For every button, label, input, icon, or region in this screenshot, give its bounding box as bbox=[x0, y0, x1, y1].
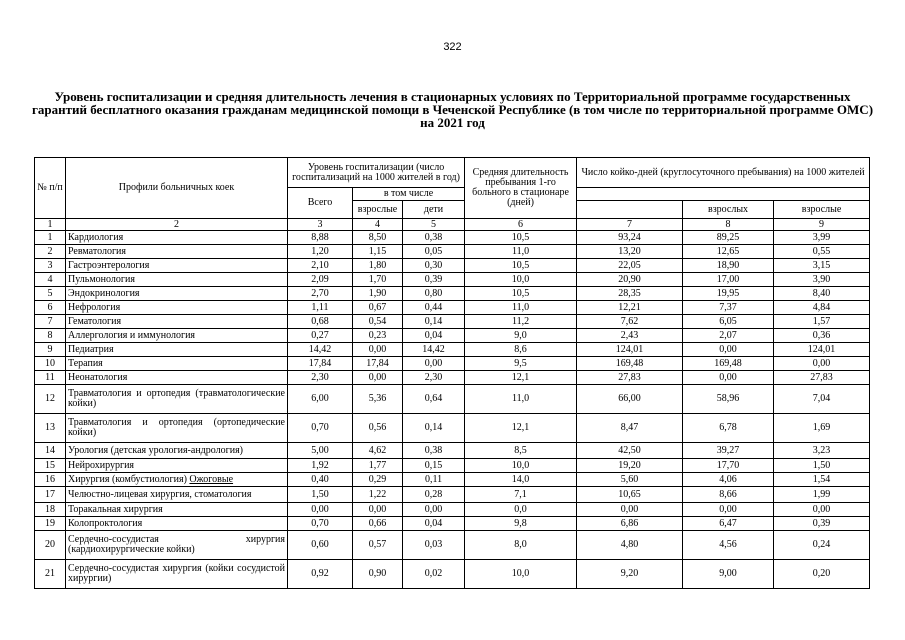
row-number: 3 bbox=[35, 259, 66, 273]
bed-days-total: 10,65 bbox=[577, 487, 683, 503]
bed-days-children: 3,23 bbox=[774, 443, 870, 459]
hosp-children: 0,30 bbox=[403, 259, 465, 273]
table-row bbox=[35, 443, 870, 459]
document-title: Уровень госпитализации и средняя длительность лечения в стационарных условиях по Территориальной программе государственных гарантий бесплатного оказания гражданам медицинской помощи в Чеченской Республике (в том числе по территориальной программе ОМС) на 2021 год bbox=[31, 89, 874, 130]
bed-days-total: 93,24 bbox=[577, 231, 683, 245]
bed-days-total: 0,00 bbox=[577, 503, 683, 517]
bed-days-total: 2,43 bbox=[577, 329, 683, 343]
profile-name: Нефрология bbox=[66, 301, 288, 315]
bed-days-adults: 169,48 bbox=[683, 357, 774, 371]
table-row bbox=[35, 487, 870, 503]
bed-days-total: 124,01 bbox=[577, 343, 683, 357]
bed-days-adults: 7,37 bbox=[683, 301, 774, 315]
hosp-adults: 1,80 bbox=[353, 259, 403, 273]
table-row bbox=[35, 517, 870, 531]
profile-name: Ревматология bbox=[66, 245, 288, 259]
table-row bbox=[35, 287, 870, 301]
hosp-adults: 1,90 bbox=[353, 287, 403, 301]
column-index: 7 bbox=[577, 219, 683, 231]
bed-days-total: 9,20 bbox=[577, 560, 683, 589]
bed-days-adults: 0,00 bbox=[683, 371, 774, 385]
bed-days-children: 8,40 bbox=[774, 287, 870, 301]
row-number: 2 bbox=[35, 245, 66, 259]
column-index: 8 bbox=[683, 219, 774, 231]
hosp-adults: 0,23 bbox=[353, 329, 403, 343]
bed-days-adults: 8,66 bbox=[683, 487, 774, 503]
bed-days-total: 6,86 bbox=[577, 517, 683, 531]
hosp-adults: 0,67 bbox=[353, 301, 403, 315]
row-number: 17 bbox=[35, 487, 66, 503]
hosp-total: 2,30 bbox=[288, 371, 353, 385]
hosp-adults: 5,36 bbox=[353, 385, 403, 414]
hosp-total: 6,00 bbox=[288, 385, 353, 414]
bed-days-total: 22,05 bbox=[577, 259, 683, 273]
bed-days-adults: 17,00 bbox=[683, 273, 774, 287]
hosp-adults: 0,56 bbox=[353, 414, 403, 443]
bed-days-children: 0,36 bbox=[774, 329, 870, 343]
hosp-total: 1,92 bbox=[288, 459, 353, 473]
hosp-children: 0,00 bbox=[403, 357, 465, 371]
hosp-children: 0,14 bbox=[403, 414, 465, 443]
avg-duration: 10,5 bbox=[465, 231, 577, 245]
hosp-adults: 1,77 bbox=[353, 459, 403, 473]
bed-days-total: 66,00 bbox=[577, 385, 683, 414]
hosp-children: 0,14 bbox=[403, 315, 465, 329]
avg-duration: 11,0 bbox=[465, 385, 577, 414]
hosp-children: 0,39 bbox=[403, 273, 465, 287]
bed-days-children: 7,04 bbox=[774, 385, 870, 414]
column-index: 1 bbox=[35, 219, 66, 231]
hosp-children: 0,04 bbox=[403, 329, 465, 343]
bed-days-children: 0,39 bbox=[774, 517, 870, 531]
hosp-children: 0,80 bbox=[403, 287, 465, 301]
bed-days-children: 4,84 bbox=[774, 301, 870, 315]
bed-days-total: 42,50 bbox=[577, 443, 683, 459]
profile-name: Сердечно-сосудистая хирургия (койки сосудистой хирургии) bbox=[66, 560, 288, 589]
hosp-children: 0,64 bbox=[403, 385, 465, 414]
header-bd-total-blank bbox=[577, 201, 683, 219]
profile-name: Сердечно-сосудистая хирургия (кардиохирургические койки) bbox=[66, 531, 288, 560]
header-adults: взрослые bbox=[353, 201, 403, 219]
row-number: 12 bbox=[35, 385, 66, 414]
row-number: 20 bbox=[35, 531, 66, 560]
avg-duration: 10,5 bbox=[465, 259, 577, 273]
hosp-total: 17,84 bbox=[288, 357, 353, 371]
bed-days-children: 0,00 bbox=[774, 357, 870, 371]
row-number: 5 bbox=[35, 287, 66, 301]
bed-days-children: 124,01 bbox=[774, 343, 870, 357]
hosp-adults: 4,62 bbox=[353, 443, 403, 459]
hosp-total: 2,09 bbox=[288, 273, 353, 287]
header-including: в том числе bbox=[353, 188, 465, 201]
hosp-children: 0,15 bbox=[403, 459, 465, 473]
bed-days-children: 27,83 bbox=[774, 371, 870, 385]
hosp-total: 1,50 bbox=[288, 487, 353, 503]
table-row bbox=[35, 301, 870, 315]
header-bd-adults: взрослых bbox=[683, 201, 774, 219]
header-avg-duration: Средняя длительность пребывания 1-го больного в стационаре (дней) bbox=[465, 158, 577, 219]
header-bed-days-blank bbox=[577, 188, 870, 201]
hosp-children: 0,00 bbox=[403, 503, 465, 517]
bed-days-children: 0,24 bbox=[774, 531, 870, 560]
row-number: 13 bbox=[35, 414, 66, 443]
bed-days-adults: 4,06 bbox=[683, 473, 774, 487]
hosp-adults: 0,00 bbox=[353, 343, 403, 357]
avg-duration: 0,0 bbox=[465, 503, 577, 517]
table-row bbox=[35, 371, 870, 385]
bed-days-total: 19,20 bbox=[577, 459, 683, 473]
hosp-children: 0,02 bbox=[403, 560, 465, 589]
profile-name: Колопроктология bbox=[66, 517, 288, 531]
hosp-adults: 0,54 bbox=[353, 315, 403, 329]
avg-duration: 12,1 bbox=[465, 371, 577, 385]
table-row bbox=[35, 259, 870, 273]
hosp-total: 0,92 bbox=[288, 560, 353, 589]
bed-days-children: 0,55 bbox=[774, 245, 870, 259]
bed-days-total: 4,80 bbox=[577, 531, 683, 560]
hosp-adults: 8,50 bbox=[353, 231, 403, 245]
bed-days-adults: 19,95 bbox=[683, 287, 774, 301]
table-row bbox=[35, 503, 870, 517]
bed-days-children: 1,50 bbox=[774, 459, 870, 473]
table-row bbox=[35, 414, 870, 443]
bed-days-adults: 0,00 bbox=[683, 503, 774, 517]
hosp-adults: 0,00 bbox=[353, 503, 403, 517]
bed-days-total: 20,90 bbox=[577, 273, 683, 287]
hosp-adults: 0,66 bbox=[353, 517, 403, 531]
avg-duration: 12,1 bbox=[465, 414, 577, 443]
table-row bbox=[35, 473, 870, 487]
row-number: 10 bbox=[35, 357, 66, 371]
table-row bbox=[35, 560, 870, 589]
profile-name: Гастроэнтерология bbox=[66, 259, 288, 273]
table-row bbox=[35, 343, 870, 357]
header-num: № п/п bbox=[35, 158, 66, 219]
hosp-total: 8,88 bbox=[288, 231, 353, 245]
profile-name: Торакальная хирургия bbox=[66, 503, 288, 517]
bed-days-total: 12,21 bbox=[577, 301, 683, 315]
bed-days-adults: 4,56 bbox=[683, 531, 774, 560]
avg-duration: 8,6 bbox=[465, 343, 577, 357]
hosp-adults: 0,57 bbox=[353, 531, 403, 560]
bed-days-adults: 17,70 bbox=[683, 459, 774, 473]
row-number: 18 bbox=[35, 503, 66, 517]
bed-days-adults: 58,96 bbox=[683, 385, 774, 414]
bed-days-children: 1,69 bbox=[774, 414, 870, 443]
profile-name bbox=[66, 473, 288, 487]
avg-duration: 8,0 bbox=[465, 531, 577, 560]
bed-days-children: 1,54 bbox=[774, 473, 870, 487]
avg-duration: 9,0 bbox=[465, 329, 577, 343]
bed-days-children: 0,20 bbox=[774, 560, 870, 589]
table-row bbox=[35, 329, 870, 343]
bed-days-adults: 6,05 bbox=[683, 315, 774, 329]
avg-duration: 10,0 bbox=[465, 459, 577, 473]
row-number: 7 bbox=[35, 315, 66, 329]
table-row bbox=[35, 245, 870, 259]
avg-duration: 9,8 bbox=[465, 517, 577, 531]
table-row bbox=[35, 357, 870, 371]
row-number: 21 bbox=[35, 560, 66, 589]
avg-duration: 9,5 bbox=[465, 357, 577, 371]
header-bed-days: Число койко-дней (круглосуточного пребывания) на 1000 жителей bbox=[577, 158, 870, 188]
profile-name: Пульмонология bbox=[66, 273, 288, 287]
hosp-total: 0,00 bbox=[288, 503, 353, 517]
column-index: 4 bbox=[353, 219, 403, 231]
avg-duration: 8,5 bbox=[465, 443, 577, 459]
table-row bbox=[35, 459, 870, 473]
hosp-total: 0,27 bbox=[288, 329, 353, 343]
hosp-total: 0,70 bbox=[288, 414, 353, 443]
hosp-children: 0,03 bbox=[403, 531, 465, 560]
table-body bbox=[35, 219, 870, 589]
table-row bbox=[35, 273, 870, 287]
profile-name: Терапия bbox=[66, 357, 288, 371]
hosp-total: 5,00 bbox=[288, 443, 353, 459]
page-number: 322 bbox=[443, 41, 462, 53]
hosp-total: 1,20 bbox=[288, 245, 353, 259]
hosp-total: 0,60 bbox=[288, 531, 353, 560]
hosp-adults: 0,90 bbox=[353, 560, 403, 589]
bed-days-total: 13,20 bbox=[577, 245, 683, 259]
table-row bbox=[35, 231, 870, 245]
row-number: 6 bbox=[35, 301, 66, 315]
profile-name-text: Хирургия (комбустиология) bbox=[68, 473, 190, 485]
hosp-children: 0,05 bbox=[403, 245, 465, 259]
profile-name: Аллергология и иммунология bbox=[66, 329, 288, 343]
bed-days-total: 5,60 bbox=[577, 473, 683, 487]
avg-duration: 7,1 bbox=[465, 487, 577, 503]
hosp-total: 2,10 bbox=[288, 259, 353, 273]
hosp-children: 0,44 bbox=[403, 301, 465, 315]
header-total: Всего bbox=[288, 188, 353, 219]
bed-days-adults: 6,47 bbox=[683, 517, 774, 531]
avg-duration: 11,0 bbox=[465, 301, 577, 315]
hosp-total: 14,42 bbox=[288, 343, 353, 357]
bed-days-total: 8,47 bbox=[577, 414, 683, 443]
hosp-children: 0,38 bbox=[403, 443, 465, 459]
hospitalization-table bbox=[34, 157, 870, 589]
row-number: 16 bbox=[35, 473, 66, 487]
avg-duration: 10,0 bbox=[465, 560, 577, 589]
profile-name: Травматология и ортопедия (травматологические койки) bbox=[66, 385, 288, 414]
row-number: 9 bbox=[35, 343, 66, 357]
avg-duration: 10,5 bbox=[465, 287, 577, 301]
row-number: 1 bbox=[35, 231, 66, 245]
bed-days-total: 169,48 bbox=[577, 357, 683, 371]
header-hosp-level: Уровень госпитализации (число госпитализаций на 1000 жителей в год) bbox=[288, 158, 465, 188]
hosp-children: 0,04 bbox=[403, 517, 465, 531]
profile-name: Урология (детская урология-андрология) bbox=[66, 443, 288, 459]
profile-name: Кардиология bbox=[66, 231, 288, 245]
hosp-children: 0,28 bbox=[403, 487, 465, 503]
avg-duration: 11,0 bbox=[465, 245, 577, 259]
hosp-children: 0,38 bbox=[403, 231, 465, 245]
bed-days-children: 3,15 bbox=[774, 259, 870, 273]
bed-days-adults: 6,78 bbox=[683, 414, 774, 443]
profile-name: Эндокринология bbox=[66, 287, 288, 301]
header-bd-children: взрослые bbox=[774, 201, 870, 219]
profile-name: Гематология bbox=[66, 315, 288, 329]
table-row bbox=[35, 531, 870, 560]
bed-days-children: 3,99 bbox=[774, 231, 870, 245]
bed-days-total: 7,62 bbox=[577, 315, 683, 329]
row-number: 14 bbox=[35, 443, 66, 459]
hosp-total: 0,70 bbox=[288, 517, 353, 531]
table-row bbox=[35, 385, 870, 414]
bed-days-adults: 18,90 bbox=[683, 259, 774, 273]
column-index: 6 bbox=[465, 219, 577, 231]
avg-duration: 11,2 bbox=[465, 315, 577, 329]
hosp-adults: 17,84 bbox=[353, 357, 403, 371]
hosp-adults: 1,70 bbox=[353, 273, 403, 287]
bed-days-children: 1,57 bbox=[774, 315, 870, 329]
profile-name-underlined: Ожоговые bbox=[189, 473, 234, 485]
column-index: 5 bbox=[403, 219, 465, 231]
hosp-adults: 1,15 bbox=[353, 245, 403, 259]
row-number: 8 bbox=[35, 329, 66, 343]
hosp-total: 0,68 bbox=[288, 315, 353, 329]
bed-days-adults: 12,65 bbox=[683, 245, 774, 259]
profile-name: Нейрохирургия bbox=[66, 459, 288, 473]
hosp-total: 2,70 bbox=[288, 287, 353, 301]
header-profile: Профили больничных коек bbox=[66, 158, 288, 219]
bed-days-children: 0,00 bbox=[774, 503, 870, 517]
hosp-total: 1,11 bbox=[288, 301, 353, 315]
bed-days-adults: 9,00 bbox=[683, 560, 774, 589]
profile-name: Педиатрия bbox=[66, 343, 288, 357]
avg-duration: 10,0 bbox=[465, 273, 577, 287]
avg-duration: 14,0 bbox=[465, 473, 577, 487]
row-number: 19 bbox=[35, 517, 66, 531]
bed-days-adults: 39,27 bbox=[683, 443, 774, 459]
hosp-children: 14,42 bbox=[403, 343, 465, 357]
profile-name: Челюстно-лицевая хирургия, стоматология bbox=[66, 487, 288, 503]
bed-days-adults: 0,00 bbox=[683, 343, 774, 357]
row-number: 11 bbox=[35, 371, 66, 385]
profile-name: Травматология и ортопедия (ортопедические койки) bbox=[66, 414, 288, 443]
header-children: дети bbox=[403, 201, 465, 219]
row-number: 4 bbox=[35, 273, 66, 287]
bed-days-children: 3,90 bbox=[774, 273, 870, 287]
hosp-adults: 0,00 bbox=[353, 371, 403, 385]
bed-days-total: 27,83 bbox=[577, 371, 683, 385]
bed-days-adults: 2,07 bbox=[683, 329, 774, 343]
hosp-adults: 1,22 bbox=[353, 487, 403, 503]
column-index-row bbox=[35, 219, 870, 231]
profile-name: Неонатология bbox=[66, 371, 288, 385]
hosp-children: 2,30 bbox=[403, 371, 465, 385]
hosp-children: 0,11 bbox=[403, 473, 465, 487]
hosp-adults: 0,29 bbox=[353, 473, 403, 487]
column-index: 9 bbox=[774, 219, 870, 231]
bed-days-total: 28,35 bbox=[577, 287, 683, 301]
column-index: 2 bbox=[66, 219, 288, 231]
table-row bbox=[35, 315, 870, 329]
row-number: 15 bbox=[35, 459, 66, 473]
bed-days-children: 1,99 bbox=[774, 487, 870, 503]
bed-days-adults: 89,25 bbox=[683, 231, 774, 245]
column-index: 3 bbox=[288, 219, 353, 231]
hosp-total: 0,40 bbox=[288, 473, 353, 487]
